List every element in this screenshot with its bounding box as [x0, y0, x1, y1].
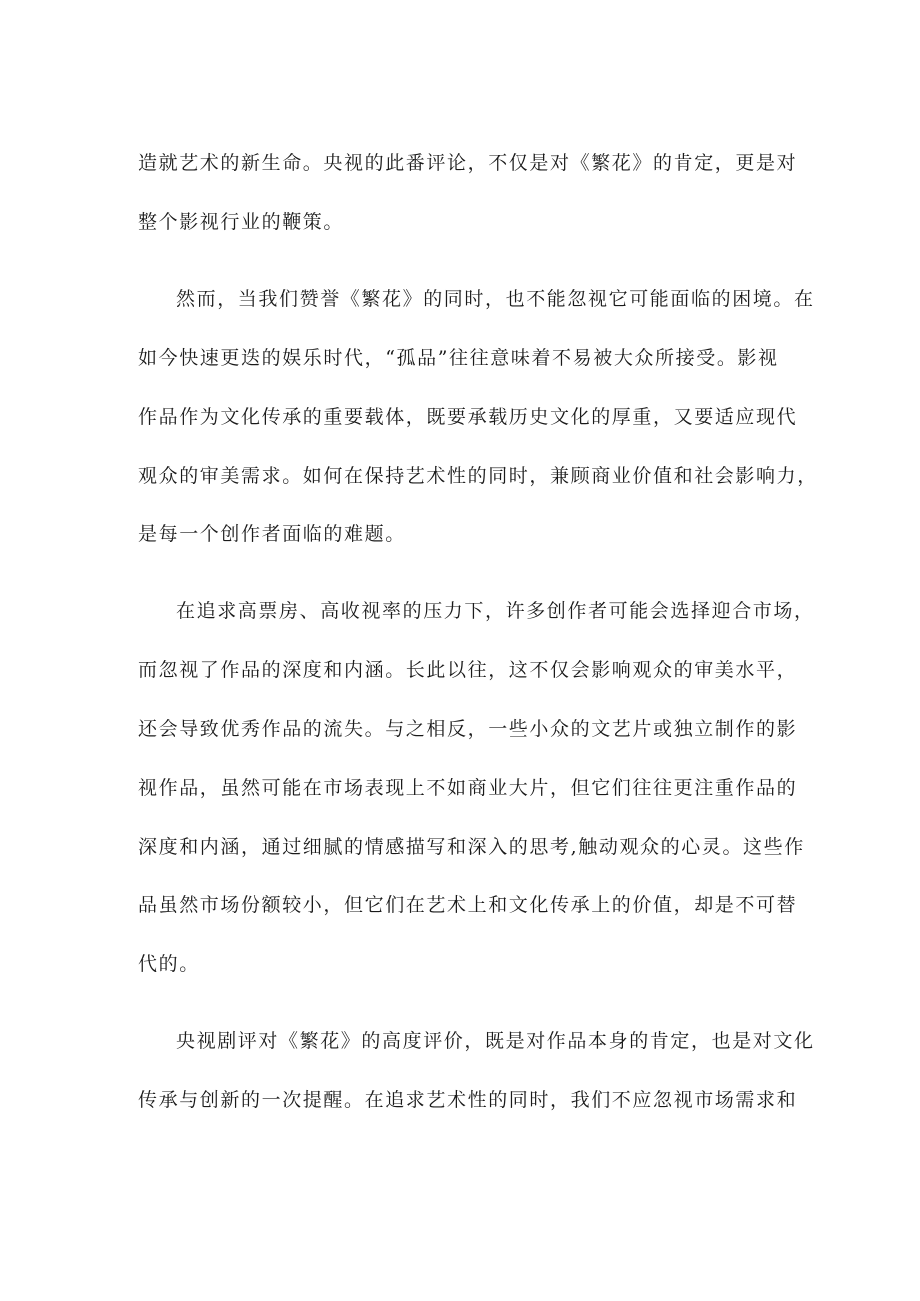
text-line: 代的。	[138, 953, 200, 975]
text-line: 作品作为文化传承的重要载体，既要承载历史文化的厚重，又要适应现代	[138, 406, 798, 428]
text-line: 还会导致优秀作品的流失。与之相反，一些小众的文艺片或独立制作的影	[138, 718, 798, 740]
text-line: 是每一个创作者面临的难题。	[138, 523, 406, 545]
text-line: 传承与创新的一次提醒。在追求艺术性的同时，我们不应忽视市场需求和	[138, 1089, 798, 1111]
text-line: 而忽视了作品的深度和内涵。长此以往，这不仅会影响观众的审美水平，	[138, 659, 798, 681]
text-line: 整个影视行业的鞭策。	[138, 211, 345, 233]
text-line: 观众的审美需求。如何在保持艺术性的同时，兼顾商业价值和社会影响力，	[138, 465, 818, 487]
text-line: 在追求高票房、高收视率的压力下，许多创作者可能会选择迎合市场，	[176, 600, 815, 622]
text-line: 深度和内涵，通过细腻的情感描写和深入的思考,触动观众的心灵。这些作	[138, 836, 805, 858]
text-line: 品虽然市场份额较小，但它们在艺术上和文化传承上的价值，却是不可替	[138, 894, 798, 916]
text-line: 然而，当我们赞誉《繁花》的同时，也不能忽视它可能面临的困境。在	[176, 288, 815, 310]
text-line: 如今快速更迭的娱乐时代，“孤品”往往意味着不易被大众所接受。影视	[138, 347, 779, 369]
text-line: 视作品，虽然可能在市场表现上不如商业大片，但它们往往更注重作品的	[138, 777, 798, 799]
text-line: 央视剧评对《繁花》的高度评价，既是对作品本身的肯定，也是对文化	[176, 1030, 815, 1052]
text-line: 造就艺术的新生命。央视的此番评论，不仅是对《繁花》的肯定，更是对	[138, 152, 798, 174]
